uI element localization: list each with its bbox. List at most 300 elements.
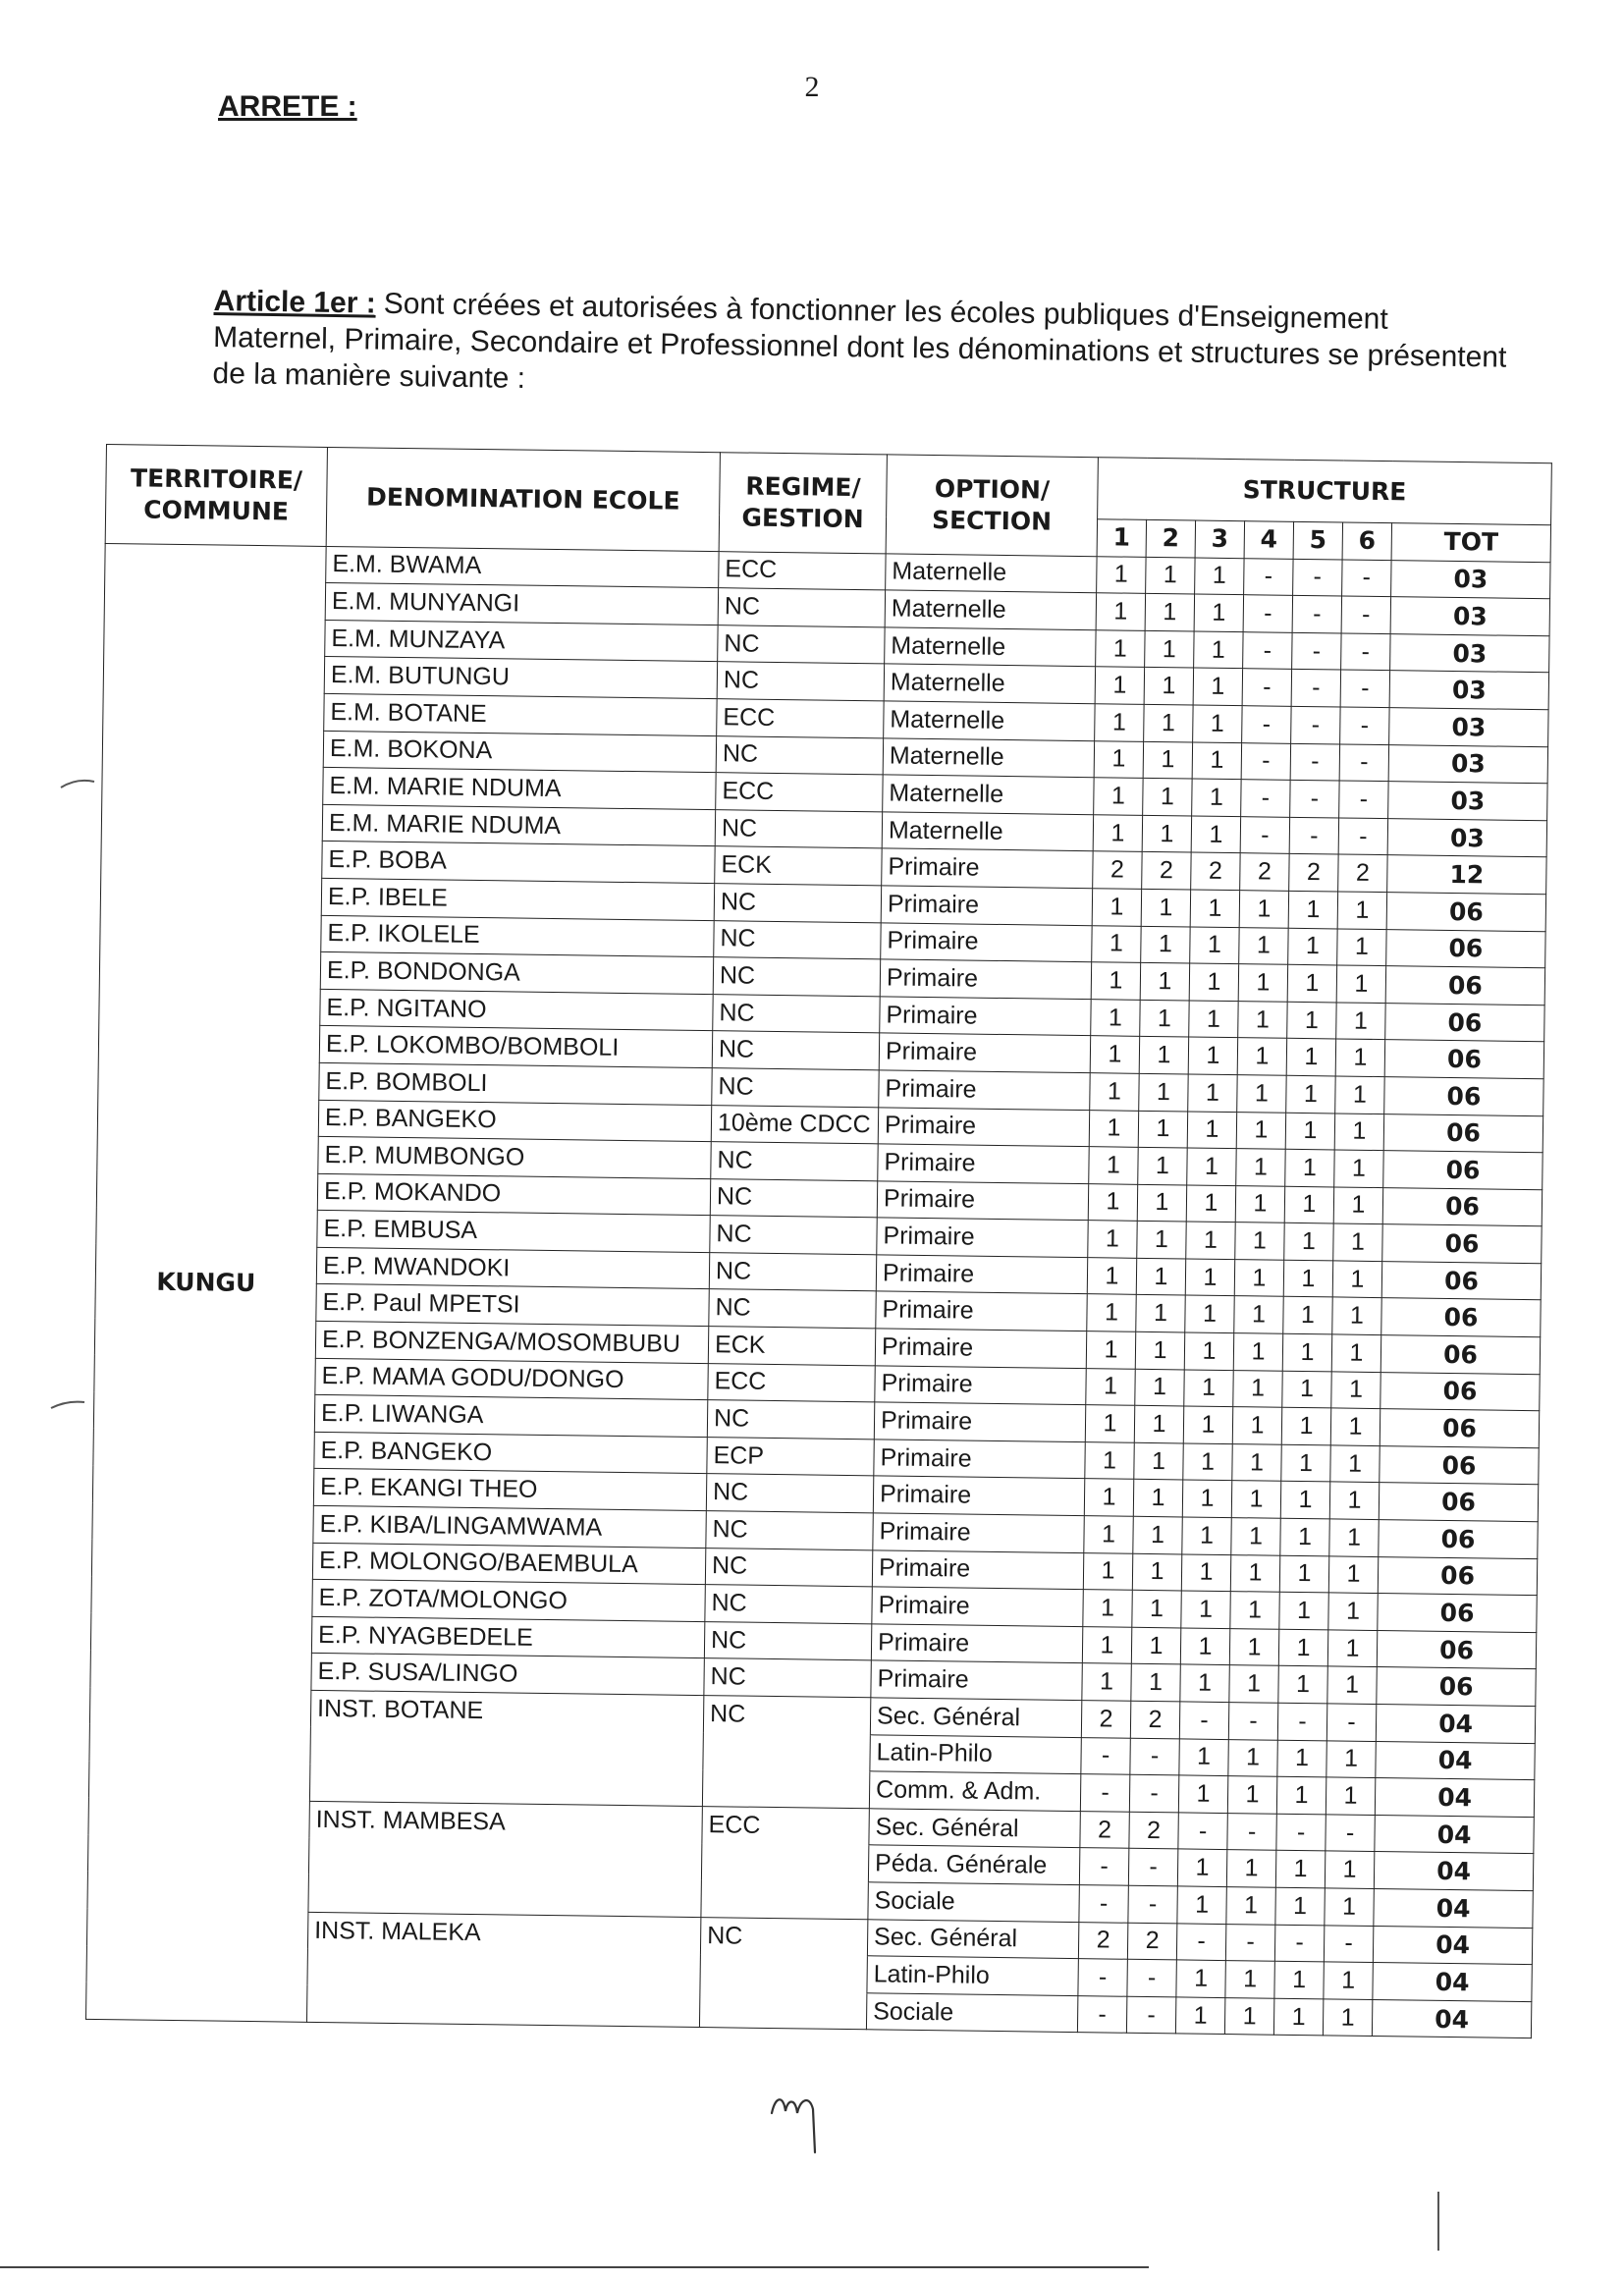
structure-cell: 1 (1225, 1961, 1274, 1998)
regime-cell (702, 1769, 869, 1809)
structure-cell: 1 (1231, 1518, 1280, 1555)
total-cell: 06 (1383, 1114, 1543, 1153)
regime-cell (701, 1880, 868, 1920)
structure-cell: - (1228, 1703, 1277, 1740)
total-cell: 06 (1377, 1667, 1537, 1707)
structure-cell: - (1078, 1959, 1127, 1996)
regime-cell: ECC (717, 699, 884, 738)
total-cell: 06 (1378, 1556, 1538, 1596)
structure-cell: 1 (1334, 1113, 1383, 1150)
school-name-cell: E.P. MOKANDO (317, 1173, 710, 1216)
structure-cell: - (1276, 1814, 1326, 1851)
total-cell: 06 (1386, 893, 1546, 932)
structure-cell: - (1128, 1885, 1177, 1923)
structure-cell: 1 (1183, 1443, 1232, 1481)
structure-cell: 1 (1143, 779, 1192, 816)
structure-cell: 1 (1140, 1000, 1189, 1037)
school-name-cell: E.P. IKOLELE (321, 915, 714, 957)
structure-cell: 1 (1330, 1445, 1380, 1483)
regime-cell: NC (711, 1142, 878, 1181)
structure-cell: 1 (1284, 1223, 1333, 1261)
school-name-cell: E.P. BANGEKO (314, 1432, 707, 1474)
structure-cell: 1 (1177, 1849, 1226, 1886)
school-name-cell: E.M. BOTANE (324, 693, 717, 735)
structure-cell: 2 (1240, 853, 1289, 891)
structure-cell: 1 (1331, 1372, 1380, 1409)
total-cell: 03 (1388, 744, 1548, 784)
structure-cell: 1 (1085, 1405, 1134, 1442)
header-col-5: 5 (1293, 521, 1342, 559)
regime-cell: NC (700, 1917, 867, 1956)
structure-cell: - (1341, 633, 1390, 671)
structure-cell: 1 (1135, 1369, 1184, 1406)
school-name-cell: E.P. KIBA/LINGAMWAMA (313, 1505, 706, 1548)
regime-cell: NC (710, 1216, 877, 1255)
school-name-cell: E.P. ZOTA/MOLONGO (312, 1580, 705, 1622)
regime-cell (700, 1954, 867, 1993)
total-cell: 06 (1385, 1003, 1545, 1042)
option-cell: Primaire (882, 848, 1093, 888)
school-name-cell: E.P. LOKOMBO/BOMBOLI (319, 1026, 712, 1068)
structure-cell: 1 (1287, 1002, 1336, 1039)
option-cell: Maternelle (883, 737, 1094, 777)
structure-cell: 1 (1131, 1664, 1180, 1702)
structure-cell: - (1241, 742, 1290, 780)
total-cell: 06 (1379, 1483, 1539, 1522)
structure-cell: - (1179, 1702, 1228, 1739)
structure-cell: 1 (1238, 1001, 1287, 1038)
regime-cell: NC (713, 994, 880, 1033)
structure-cell: 1 (1280, 1518, 1329, 1555)
structure-cell: - (1326, 1704, 1376, 1741)
regime-cell: ECK (708, 1327, 875, 1366)
structure-cell: 1 (1335, 1076, 1384, 1114)
school-name-cell: E.M. MARIE NDUMA (323, 768, 716, 810)
structure-cell: 1 (1093, 814, 1142, 851)
structure-cell: 2 (1127, 1923, 1176, 1960)
structure-cell: 1 (1227, 1776, 1276, 1814)
school-name-cell: E.P. LIWANGA (314, 1395, 707, 1438)
option-cell: Maternelle (886, 553, 1097, 592)
school-name-cell: E.P. IBELE (321, 878, 714, 920)
school-name-cell: E.P. MWANDOKI (316, 1247, 709, 1289)
school-name-cell: E.P. MAMA GODU/DONGO (315, 1358, 708, 1400)
school-name-cell: E.P. MUMBONGO (318, 1136, 711, 1178)
option-cell: Maternelle (882, 812, 1093, 851)
structure-cell: 1 (1089, 1110, 1138, 1147)
structure-cell: 1 (1192, 779, 1241, 816)
structure-cell: 1 (1084, 1479, 1133, 1516)
structure-cell: 1 (1189, 1001, 1238, 1038)
structure-cell: 1 (1138, 1147, 1187, 1184)
structure-cell: 1 (1335, 1039, 1384, 1076)
option-cell: Primaire (880, 997, 1091, 1036)
structure-cell: 1 (1277, 1740, 1326, 1777)
option-cell: Maternelle (883, 775, 1094, 814)
regime-cell: NC (703, 1696, 870, 1735)
school-name-cell: INST. MALEKA (307, 1912, 700, 1954)
structure-cell: 1 (1185, 1259, 1234, 1296)
structure-cell: 1 (1192, 742, 1241, 780)
structure-cell: 1 (1281, 1408, 1330, 1445)
total-cell: 06 (1380, 1409, 1540, 1448)
structure-cell: 1 (1229, 1628, 1278, 1665)
regime-cell: NC (705, 1585, 872, 1624)
structure-cell: - (1341, 596, 1390, 633)
total-cell: 04 (1374, 1852, 1534, 1891)
handwritten-initials (766, 2084, 835, 2162)
structure-cell: - (1277, 1703, 1326, 1740)
structure-cell: 1 (1332, 1261, 1381, 1298)
regime-cell: NC (712, 1068, 879, 1108)
total-cell: 03 (1388, 782, 1548, 821)
school-name-cell (307, 1948, 700, 1990)
structure-cell: 1 (1090, 1073, 1139, 1111)
structure-cell: 1 (1239, 891, 1288, 928)
structure-cell: - (1291, 670, 1340, 707)
structure-cell: 1 (1190, 927, 1239, 964)
structure-cell: 1 (1145, 594, 1194, 631)
option-cell: Primaire (878, 1107, 1089, 1146)
total-cell: 06 (1386, 929, 1546, 968)
option-cell: Maternelle (885, 627, 1096, 667)
structure-cell: 1 (1182, 1480, 1231, 1517)
option-cell: Maternelle (884, 664, 1095, 703)
total-cell: 06 (1377, 1630, 1537, 1669)
structure-cell: 1 (1083, 1590, 1132, 1627)
heading-arrete: ARRETE : (218, 90, 357, 123)
header-col-2: 2 (1146, 519, 1195, 557)
structure-cell: - (1241, 780, 1290, 817)
structure-cell: 1 (1096, 593, 1145, 630)
total-cell: 06 (1383, 1151, 1543, 1190)
structure-cell: - (1129, 1774, 1178, 1812)
school-name-cell: E.P. MOLONGO/BAEMBULA (312, 1543, 705, 1585)
structure-cell: 1 (1282, 1371, 1331, 1408)
structure-cell: 1 (1187, 1148, 1236, 1185)
structure-cell: 1 (1185, 1295, 1234, 1332)
option-cell: Maternelle (884, 701, 1095, 740)
regime-cell: NC (715, 809, 882, 848)
regime-cell: ECC (708, 1363, 875, 1402)
structure-cell: 1 (1329, 1519, 1379, 1556)
structure-cell: - (1326, 1815, 1375, 1852)
structure-cell: 1 (1089, 1147, 1138, 1184)
territoire-cell: KUNGU (85, 543, 326, 2023)
structure-cell: - (1080, 1774, 1129, 1812)
structure-cell: 1 (1273, 1998, 1323, 2036)
structure-cell: 1 (1090, 1036, 1139, 1073)
school-name-cell: E.M. MUNYANGI (325, 583, 718, 625)
option-cell: Primaire (872, 1549, 1083, 1589)
page-edge-line (0, 2266, 1149, 2268)
total-cell: 12 (1387, 855, 1547, 895)
school-name-cell: E.P. Paul MPETSI (316, 1284, 709, 1327)
total-cell: 06 (1380, 1372, 1541, 1411)
structure-cell: 1 (1231, 1481, 1280, 1518)
structure-cell: 1 (1082, 1626, 1131, 1663)
total-cell: 06 (1384, 1077, 1544, 1116)
regime-cell: ECK (715, 846, 882, 886)
structure-cell: 1 (1181, 1591, 1230, 1628)
structure-cell: - (1292, 632, 1341, 670)
structure-cell: 1 (1087, 1294, 1136, 1331)
header-structure: STRUCTURE (1098, 458, 1552, 525)
structure-cell: 1 (1228, 1739, 1277, 1776)
structure-cell: 1 (1096, 629, 1145, 667)
header-regime: REGIME/ GESTION (719, 453, 887, 554)
option-cell: Sec. Général (867, 1919, 1078, 1958)
school-name-cell: E.P. NGITANO (320, 989, 713, 1031)
structure-cell: 1 (1287, 964, 1336, 1002)
total-cell: 04 (1373, 1963, 1533, 2002)
structure-cell: 1 (1191, 816, 1240, 853)
structure-cell: 1 (1176, 1960, 1225, 1997)
regime-cell (699, 1990, 866, 2030)
option-cell: Sociale (866, 1993, 1077, 2033)
structure-cell: 1 (1282, 1333, 1331, 1371)
page-edge-tick (1437, 2192, 1439, 2251)
structure-cell: 1 (1226, 1887, 1275, 1925)
structure-cell: - (1274, 1925, 1324, 1962)
option-cell: Primaire (876, 1255, 1087, 1294)
structure-cell: 1 (1285, 1113, 1334, 1150)
structure-cell: 1 (1131, 1627, 1180, 1664)
option-cell: Primaire (874, 1440, 1085, 1479)
total-cell: 03 (1391, 560, 1551, 599)
structure-cell: 1 (1330, 1408, 1380, 1445)
total-cell: 06 (1381, 1298, 1542, 1337)
structure-cell: 1 (1094, 778, 1143, 815)
structure-cell: 1 (1141, 889, 1190, 926)
structure-cell: 1 (1143, 741, 1192, 779)
option-cell: Primaire (873, 1476, 1084, 1515)
option-cell: Primaire (879, 1033, 1090, 1072)
option-cell: Primaire (874, 1402, 1085, 1441)
structure-cell: 1 (1324, 1962, 1373, 1999)
option-cell: Primaire (873, 1513, 1084, 1552)
structure-cell: 1 (1275, 1851, 1325, 1888)
structure-cell: 1 (1328, 1556, 1378, 1594)
school-name-cell (309, 1765, 702, 1807)
structure-cell: 1 (1331, 1334, 1380, 1372)
structure-cell: 1 (1283, 1260, 1332, 1297)
structure-cell: - (1128, 1849, 1177, 1886)
structure-cell: 1 (1140, 962, 1189, 1000)
regime-cell: NC (714, 920, 881, 959)
school-name-cell: E.M. BWAMA (326, 546, 719, 588)
structure-cell: 2 (1142, 852, 1191, 890)
regime-cell: NC (718, 625, 885, 664)
structure-cell: 2 (1093, 851, 1142, 889)
school-name-cell: E.M. BUTUNGU (324, 657, 717, 699)
structure-cell: 1 (1184, 1370, 1233, 1407)
option-cell: Primaire (871, 1624, 1082, 1663)
structure-cell: - (1227, 1813, 1276, 1850)
header-col-3: 3 (1195, 520, 1244, 558)
school-name-cell: E.M. MUNZAYA (325, 620, 718, 662)
structure-cell: 1 (1097, 556, 1146, 593)
structure-cell: - (1240, 816, 1289, 853)
school-name-cell: E.P. BANGEKO (318, 1100, 711, 1142)
structure-cell: 1 (1092, 889, 1141, 926)
regime-cell: NC (704, 1658, 871, 1698)
structure-cell: 1 (1133, 1480, 1182, 1517)
structure-cell: 1 (1091, 962, 1140, 1000)
option-cell: Latin-Philo (870, 1734, 1081, 1773)
structure-cell: 1 (1279, 1555, 1328, 1593)
structure-cell: 1 (1135, 1331, 1184, 1369)
school-name-cell (310, 1727, 703, 1769)
structure-cell: 2 (1289, 854, 1338, 892)
structure-cell: 1 (1087, 1258, 1136, 1295)
school-name-cell: INST. BOTANE (310, 1690, 703, 1732)
structure-cell: 1 (1237, 1075, 1286, 1113)
option-cell: Primaire (875, 1329, 1086, 1368)
option-cell: Primaire (871, 1660, 1082, 1700)
scan-mark (59, 776, 98, 791)
table-header (105, 445, 1551, 563)
school-name-cell: E.P. EMBUSA (317, 1211, 710, 1253)
total-cell: 03 (1390, 597, 1550, 636)
total-cell: 04 (1376, 1705, 1536, 1744)
structure-cell: 1 (1085, 1441, 1134, 1479)
regime-cell: NC (706, 1511, 873, 1550)
school-name-cell: INST. MAMBESA (309, 1801, 702, 1843)
structure-cell: 1 (1144, 704, 1193, 741)
regime-cell: NC (705, 1548, 872, 1587)
structure-cell: 1 (1237, 1038, 1286, 1075)
structure-cell: 1 (1190, 890, 1239, 927)
option-cell: Primaire (876, 1291, 1087, 1331)
structure-cell: - (1077, 1995, 1126, 2033)
structure-cell: 1 (1232, 1407, 1281, 1444)
option-cell: Sociale (868, 1882, 1079, 1922)
structure-cell: 1 (1288, 891, 1337, 928)
regime-cell: NC (718, 588, 885, 627)
school-name-cell: E.P. BOBA (322, 842, 715, 884)
structure-cell: 1 (1181, 1554, 1230, 1592)
structure-cell: 1 (1279, 1592, 1328, 1629)
structure-cell: 1 (1193, 705, 1242, 742)
structure-cell: - (1225, 1924, 1274, 1961)
total-cell: 06 (1380, 1445, 1540, 1485)
structure-cell: 1 (1086, 1368, 1135, 1405)
option-cell: Primaire (881, 886, 1092, 925)
option-cell: Sec. Général (869, 1809, 1080, 1848)
total-cell: 06 (1384, 1040, 1544, 1079)
structure-cell: 1 (1175, 1997, 1224, 2035)
structure-cell: 1 (1235, 1222, 1284, 1260)
regime-cell: ECP (707, 1437, 874, 1476)
school-name-cell (308, 1874, 701, 1917)
structure-cell: 1 (1325, 1888, 1374, 1926)
structure-cell: 1 (1180, 1628, 1229, 1665)
structure-cell: - (1244, 558, 1293, 595)
total-cell: 03 (1389, 708, 1549, 747)
header-col-6: 6 (1342, 522, 1391, 560)
structure-cell: 1 (1333, 1223, 1382, 1261)
structure-cell: 1 (1323, 1999, 1372, 2037)
option-cell: Primaire (877, 1218, 1088, 1257)
structure-cell: 1 (1144, 668, 1193, 705)
structure-cell: 1 (1224, 1997, 1273, 2035)
structure-cell: - (1242, 669, 1291, 706)
scan-mark (49, 1398, 88, 1414)
structure-cell: 1 (1329, 1482, 1379, 1519)
structure-cell: 1 (1095, 667, 1144, 704)
structure-cell: 1 (1095, 704, 1144, 741)
regime-cell: NC (713, 957, 880, 997)
total-cell: 06 (1381, 1261, 1542, 1300)
structure-cell: - (1339, 781, 1388, 818)
structure-cell: 2 (1338, 854, 1387, 892)
structure-cell: 1 (1288, 928, 1337, 965)
structure-cell: 1 (1281, 1444, 1330, 1482)
regime-cell: NC (704, 1621, 871, 1660)
total-cell: 06 (1378, 1594, 1538, 1633)
regime-cell: NC (709, 1252, 876, 1291)
structure-cell: 1 (1182, 1517, 1231, 1554)
structure-cell: - (1243, 631, 1292, 669)
option-cell: Primaire (880, 959, 1091, 999)
regime-cell: ECC (719, 551, 886, 590)
structure-cell: 1 (1332, 1297, 1381, 1334)
structure-cell: 1 (1230, 1592, 1279, 1629)
structure-cell: 1 (1088, 1221, 1137, 1258)
regime-cell: NC (717, 662, 884, 701)
regime-cell (701, 1843, 868, 1882)
structure-cell: 1 (1142, 815, 1191, 852)
structure-cell: 2 (1130, 1701, 1179, 1738)
structure-cell: 1 (1178, 1775, 1227, 1813)
header-col-1: 1 (1097, 519, 1146, 557)
structure-cell: 1 (1226, 1850, 1275, 1887)
structure-cell: 1 (1233, 1370, 1282, 1407)
school-name-cell: E.P. BONDONGA (320, 952, 713, 995)
structure-cell: 1 (1141, 926, 1190, 963)
structure-cell: 1 (1234, 1296, 1283, 1333)
total-cell: 03 (1390, 633, 1550, 673)
structure-cell: 1 (1328, 1593, 1378, 1630)
schools-table (85, 444, 1552, 2038)
structure-cell: 1 (1137, 1222, 1186, 1259)
header-territoire: TERRITOIRE/ COMMUNE (105, 445, 327, 547)
structure-cell: 1 (1092, 925, 1141, 962)
structure-cell: 1 (1325, 1851, 1374, 1888)
structure-cell: - (1340, 670, 1389, 707)
structure-cell: 1 (1236, 1112, 1285, 1149)
option-cell: Péda. Générale (868, 1845, 1079, 1884)
structure-cell: - (1291, 706, 1340, 743)
structure-cell: 2 (1080, 1811, 1129, 1848)
structure-cell: 1 (1285, 1149, 1334, 1186)
structure-cell: 1 (1194, 631, 1243, 669)
structure-cell: 1 (1133, 1516, 1182, 1553)
regime-cell: NC (716, 735, 883, 775)
structure-cell: 1 (1177, 1886, 1226, 1924)
regime-cell: NC (710, 1178, 877, 1218)
structure-cell: 1 (1286, 1075, 1335, 1113)
structure-cell: 1 (1088, 1183, 1137, 1221)
structure-cell: 2 (1191, 852, 1240, 890)
structure-cell: - (1292, 596, 1341, 633)
school-name-cell (308, 1838, 701, 1880)
structure-cell: 1 (1275, 1887, 1325, 1925)
structure-cell: 1 (1326, 1740, 1376, 1777)
structure-cell: 1 (1082, 1663, 1131, 1701)
structure-cell: 1 (1084, 1516, 1133, 1553)
